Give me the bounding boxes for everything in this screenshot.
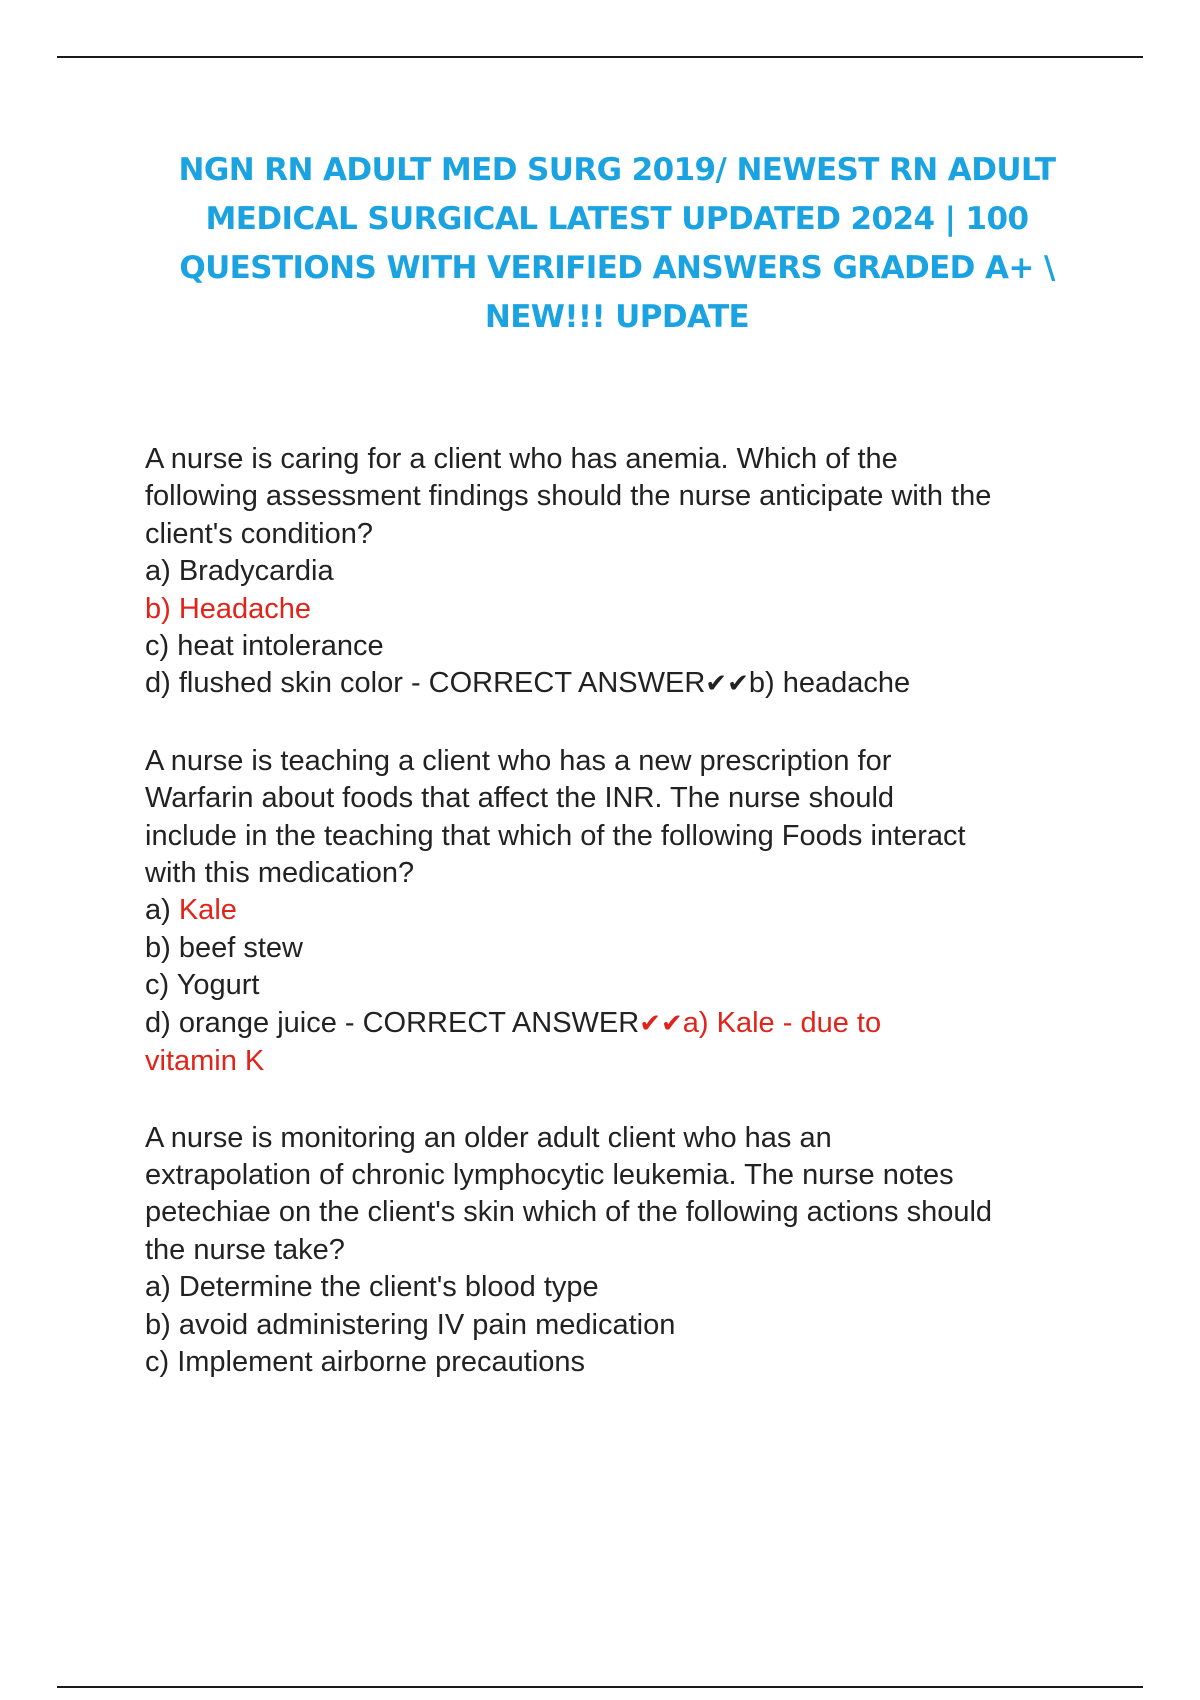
- question-stem-line: A nurse is monitoring an older adult client who has an: [145, 1121, 832, 1154]
- correct-answer: a) Kale - due to: [682, 1006, 882, 1039]
- question-stem-line: following assessment findings should the nurse anticipate with the: [145, 480, 992, 513]
- question-stem-line: client's condition?: [145, 517, 374, 550]
- title-line: NEW!!! UPDATE: [484, 299, 750, 335]
- option-b: b) avoid administering IV pain medication: [145, 1308, 676, 1341]
- correct-answer-continued: vitamin K: [145, 1045, 265, 1078]
- question-stem-line: petechiae on the client's skin which of the following actions should: [145, 1196, 993, 1229]
- question-stem-line: A nurse is teaching a client who has a new prescription for: [145, 744, 892, 777]
- title-line: NGN RN ADULT MED SURG 2019/ NEWEST RN ADULT: [178, 152, 1056, 188]
- option-a: a) Bradycardia: [145, 555, 334, 588]
- option-d: d) flushed skin color - CORRECT ANSWER: [145, 667, 706, 700]
- option-d: d) orange juice - CORRECT ANSWER: [145, 1006, 640, 1039]
- option-d-with-answer: [145, 665, 1105, 703]
- question-2: [145, 743, 1105, 1081]
- option-c: c) Implement airborne precautions: [145, 1345, 586, 1378]
- option-a: a) Determine the client's blood type: [145, 1271, 599, 1304]
- question-list: [145, 441, 1105, 1381]
- question-stem-line: Warfarin about foods that affect the INR. The nurse should: [145, 782, 895, 815]
- title-line: MEDICAL SURGICAL LATEST UPDATED 2024 | 100: [205, 201, 1029, 237]
- option-a-highlighted: Kale: [178, 894, 237, 927]
- bottom-rule: [57, 1686, 1143, 1688]
- correct-answer: b) headache: [748, 667, 911, 700]
- title-line: QUESTIONS WITH VERIFIED ANSWERS GRADED A+ \: [179, 250, 1055, 286]
- double-check-icon: ✔✔: [705, 669, 749, 700]
- option-b: b) beef stew: [145, 931, 303, 964]
- option-d-with-answer: [145, 1005, 1105, 1043]
- option-c: c) heat intolerance: [145, 630, 384, 663]
- question-stem-line: A nurse is caring for a client who has anemia. Which of the: [145, 443, 898, 475]
- question-stem-line: include in the teaching that which of the following Foods interact: [145, 819, 966, 852]
- top-rule: [57, 56, 1143, 58]
- question-stem-line: extrapolation of chronic lymphocytic leukemia. The nurse notes: [145, 1158, 954, 1191]
- question-3: [145, 1120, 1105, 1382]
- question-stem-line: the nurse take?: [145, 1233, 345, 1266]
- document-title: [145, 146, 1089, 342]
- question-1: [145, 441, 1105, 704]
- double-check-icon: ✔✔: [639, 1008, 683, 1039]
- option-b-highlighted: b) Headache: [145, 592, 312, 625]
- option-a: [145, 892, 1105, 929]
- option-c: c) Yogurt: [145, 969, 260, 1002]
- question-stem-line: with this medication?: [145, 857, 415, 890]
- option-a-prefix: a): [145, 894, 179, 927]
